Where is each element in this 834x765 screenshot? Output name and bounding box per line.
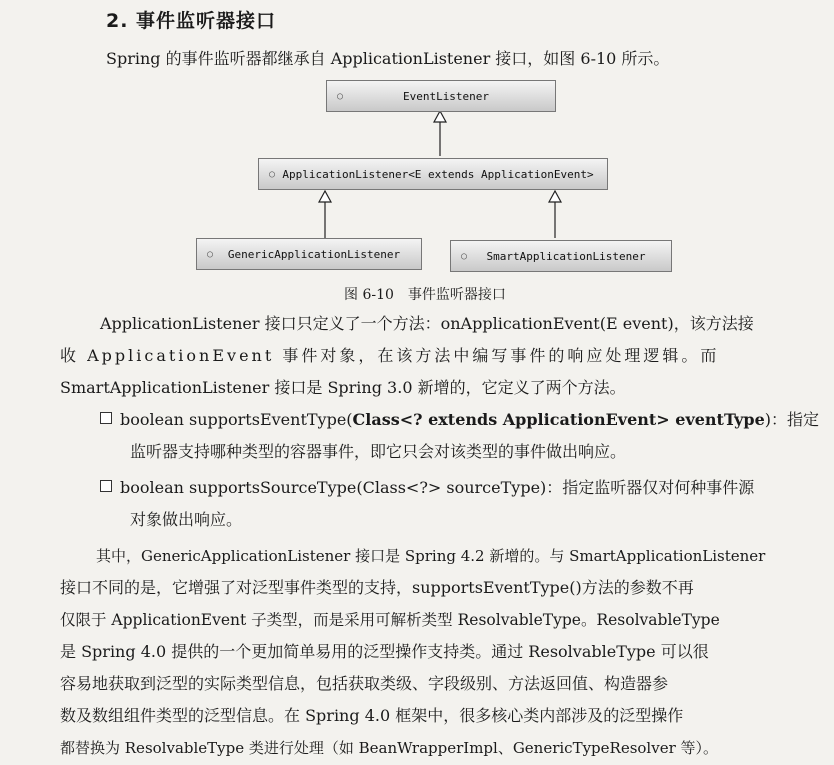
application-listener-label: ApplicationListener<E extends ApplicationEvent> <box>282 167 594 181</box>
paragraph-2-line-6: 数及数组组件类型的泛型信息。在 Spring 4.0 框架中，很多核心类内部涉及的泛型操作 <box>60 706 684 725</box>
bullet-icon <box>100 480 112 492</box>
bullet-2-text: boolean supportsSourceType(Class<?> sourceType)：指定监听器仅对何种事件源 <box>120 478 755 497</box>
smart-listener-label: SmartApplicationListener <box>486 249 646 263</box>
event-listener-box <box>326 80 556 112</box>
paragraph-1-line-1: ApplicationListener 接口只定义了一个方法：onApplicationEvent(E event)，该方法接 <box>100 314 754 333</box>
paragraph-1-line-2: 收 ApplicationEvent 事件对象，在该方法中编写事件的响应处理逻辑。而 <box>60 346 720 365</box>
interface-icon: ○ <box>336 90 344 102</box>
bullet-1-post: )：指定 <box>764 410 820 429</box>
paragraph-2-line-7: 都替换为 ResolvableType 类进行处理（如 BeanWrapperImpl、GenericTypeResolver 等）。 <box>60 739 719 757</box>
bullet-1-pre: boolean supportsEventType( <box>120 410 353 429</box>
bullet-1-line-1 <box>100 404 819 436</box>
application-listener-box <box>258 158 608 190</box>
intro-text: Spring 的事件监听器都继承自 ApplicationListener 接口，如图 6-10 所示。 <box>106 49 670 68</box>
bullet-2-line-2: 对象做出响应。 <box>130 510 243 529</box>
interface-icon: ○ <box>460 250 468 262</box>
paragraph-2-line-1: 其中，GenericApplicationListener 接口是 Spring 4.2 新增的。与 SmartApplicationListener <box>96 547 766 565</box>
generic-listener-box <box>196 238 422 270</box>
paragraph-2-line-5: 容易地获取到泛型的实际类型信息，包括获取类级、字段级别、方法返回值、构造器参 <box>60 674 669 693</box>
generic-listener-label: GenericApplicationListener <box>227 247 401 261</box>
bullet-1-line-2: 监听器支持哪种类型的容器事件，即它只会对该类型的事件做出响应。 <box>130 442 627 461</box>
paragraph-2-line-4: 是 Spring 4.0 提供的一个更加简单易用的泛型操作支持类。通过 ResolvableType 可以很 <box>60 642 709 661</box>
interface-icon: ○ <box>268 168 276 180</box>
paragraph-2-line-2: 接口不同的是，它增强了对泛型事件类型的支持，supportsEventType()方法的参数不再 <box>60 578 694 597</box>
bullet-2-line-1 <box>100 472 754 504</box>
section-heading: 2. 事件监听器接口 <box>106 10 277 32</box>
bullet-1-bold: Class<? extends ApplicationEvent> eventType <box>352 410 765 429</box>
bullet-icon <box>100 412 112 424</box>
smart-listener-box <box>450 240 672 272</box>
figure-caption: 图 6-10 事件监听器接口 <box>344 287 506 303</box>
event-listener-label: EventListener <box>402 89 490 103</box>
paragraph-2-line-3: 仅限于 ApplicationEvent 子类型，而是采用可解析类型 ResolvableType。ResolvableType <box>60 611 720 629</box>
paragraph-1-line-3: SmartApplicationListener 接口是 Spring 3.0 新增的，它定义了两个方法。 <box>60 378 626 397</box>
interface-icon: ○ <box>206 248 214 260</box>
